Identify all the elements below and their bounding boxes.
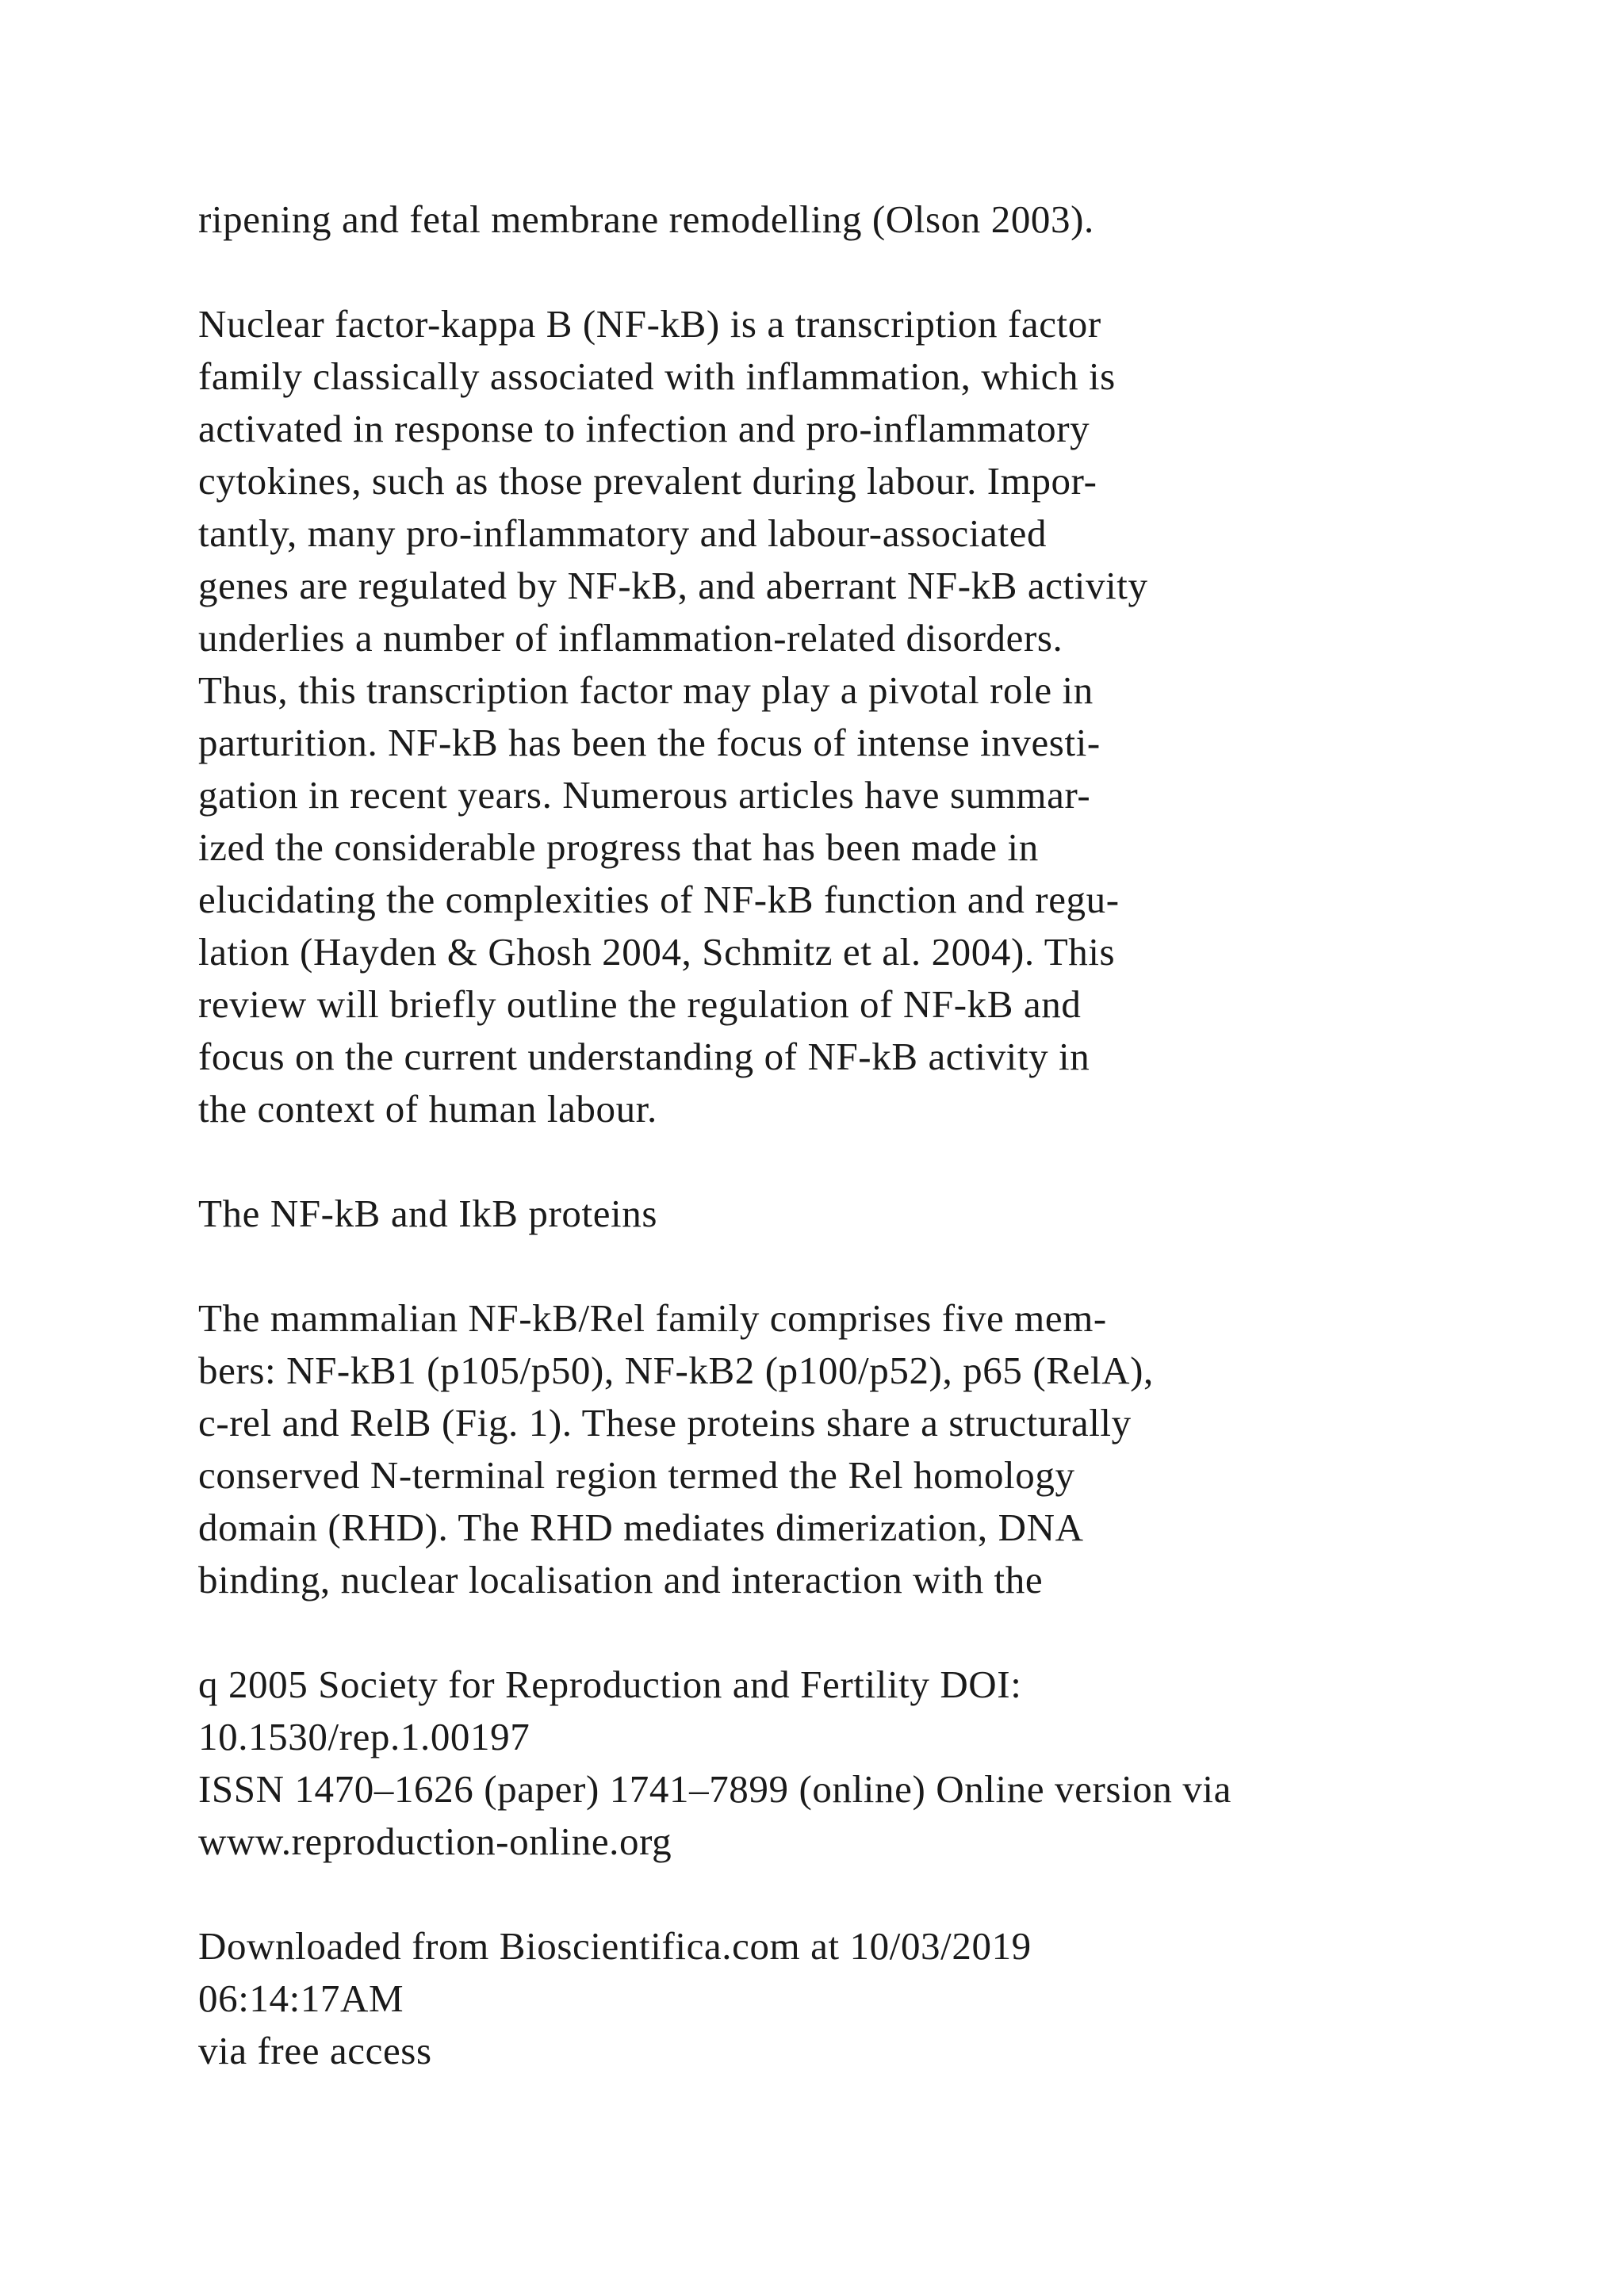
- text-line: parturition. NF-kB has been the focus of intense investi-: [198, 721, 1101, 764]
- text-line: focus on the current understanding of NF-kB activity in: [198, 1035, 1090, 1078]
- text-line: activated in response to infection and pro-inflammatory: [198, 407, 1090, 450]
- text-line: tantly, many pro-inflammatory and labour-associated: [198, 511, 1048, 555]
- copyright-block: [198, 1659, 1546, 1868]
- paragraph-gap: [198, 1606, 1546, 1659]
- text-line: the context of human labour.: [198, 1087, 657, 1131]
- text-line: genes are regulated by NF-kB, and aberrant NF-kB activity: [198, 564, 1148, 607]
- text-line: domain (RHD). The RHD mediates dimerization, DNA: [198, 1506, 1084, 1549]
- text-line: ized the considerable progress that has been made in: [198, 825, 1039, 869]
- paragraph-gap: [198, 1868, 1546, 1920]
- text-line: bers: NF-kB1 (p105/p50), NF-kB2 (p100/p52), p65 (RelA),: [198, 1349, 1154, 1392]
- text-line: conserved N-terminal region termed the Rel homology: [198, 1453, 1075, 1497]
- text-line: www.reproduction-online.org: [198, 1820, 672, 1863]
- text-line: elucidating the complexities of NF-kB function and regu-: [198, 878, 1120, 921]
- text-line: underlies a number of inflammation-related disorders.: [198, 616, 1063, 660]
- text-line: The mammalian NF-kB/Rel family comprises five mem-: [198, 1296, 1107, 1340]
- text-line: 06:14:17AM: [198, 1976, 404, 2020]
- intro-paragraph: [198, 193, 1546, 246]
- text-line: via free access: [198, 2029, 432, 2072]
- download-note: [198, 1920, 1546, 2077]
- text-line: c-rel and RelB (Fig. 1). These proteins share a structurally: [198, 1401, 1132, 1445]
- text-line: lation (Hayden & Ghosh 2004, Schmitz et al. 2004). This: [198, 930, 1116, 974]
- text-line: 10.1530/rep.1.00197: [198, 1715, 530, 1758]
- text-line: binding, nuclear localisation and interaction with the: [198, 1558, 1044, 1601]
- document-page: [198, 193, 1546, 2077]
- nfkb-paragraph: [198, 298, 1546, 1135]
- text-line: ISSN 1470–1626 (paper) 1741–7899 (online) Online version via: [198, 1767, 1231, 1811]
- text-line: cytokines, such as those prevalent during labour. Impor-: [198, 459, 1097, 503]
- paragraph-gap: [198, 246, 1546, 298]
- paragraph-gap: [198, 1135, 1546, 1188]
- text-line: gation in recent years. Numerous articles have summar-: [198, 773, 1091, 817]
- paragraph-gap: [198, 1240, 1546, 1292]
- text-line: Thus, this transcription factor may play a pivotal role in: [198, 668, 1094, 712]
- text-line: Downloaded from Bioscientifica.com at 10/03/2019: [198, 1924, 1032, 1968]
- text-line: review will briefly outline the regulation of NF-kB and: [198, 982, 1082, 1026]
- text-line: family classically associated with inflammation, which is: [198, 354, 1116, 398]
- family-paragraph: [198, 1292, 1546, 1606]
- section-heading: [198, 1188, 1546, 1240]
- text-line: q 2005 Society for Reproduction and Fertility DOI:: [198, 1663, 1022, 1706]
- text-line: Nuclear factor-kappa B (NF-kB) is a transcription factor: [198, 302, 1101, 346]
- text-line: ripening and fetal membrane remodelling (Olson 2003).: [198, 197, 1094, 241]
- heading-text: The NF-kB and IkB proteins: [198, 1192, 658, 1235]
